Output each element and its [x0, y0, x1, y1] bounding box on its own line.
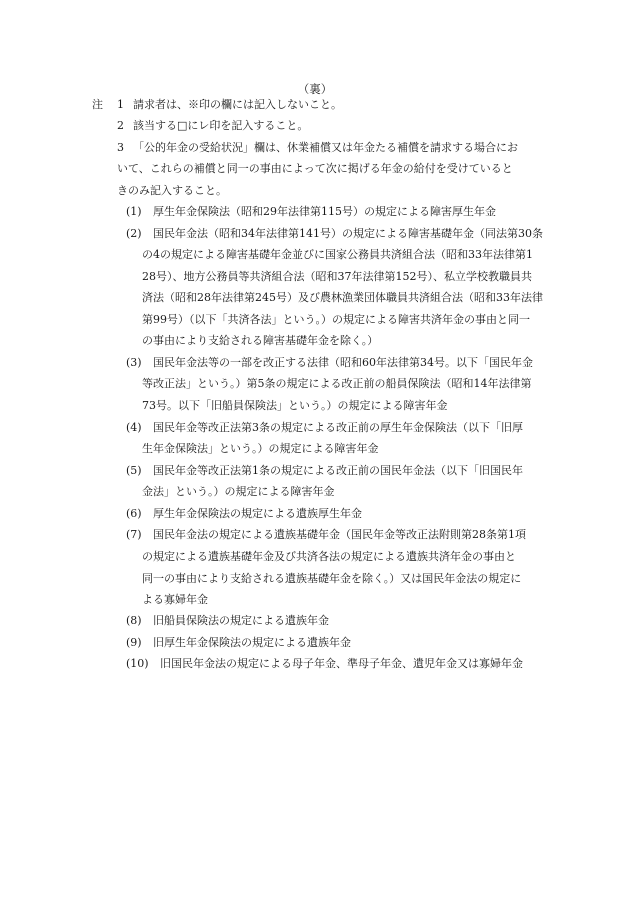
item-number: (10) — [126, 657, 149, 670]
note-text — [133, 137, 518, 159]
item-text-continued — [142, 438, 379, 460]
item-line: 等改正法」という。）第5条の規定による改正前の船員保険法（昭和14年法律第 — [142, 377, 532, 390]
item-text — [153, 352, 533, 374]
item-text — [153, 524, 526, 546]
item-number: (4) — [126, 421, 142, 434]
note-text-continued — [117, 158, 513, 201]
note-number: 3 — [117, 141, 124, 154]
item-line: 国民年金等改正法第3条の規定による改正前の厚生年金保険法（以下「旧厚 — [153, 421, 523, 434]
item-line: 国民年金法の規定による遺族基礎年金（国民年金等改正法附則第28条第1項 — [153, 528, 526, 541]
note-text — [133, 115, 308, 137]
item-text-continued — [142, 244, 543, 352]
item-number: (5) — [126, 464, 142, 477]
item-line: 旧国民年金法の規定による母子年金、準母子年金、遺児年金又は寡婦年金 — [160, 657, 523, 670]
item-line: 厚生年金保険法（昭和29年法律第115号）の規定による障害厚生年金 — [153, 205, 496, 218]
item-line: 第99号）（以下「共済各法」という。）の規定による障害共済年金の事由と同一 — [142, 312, 530, 326]
item-line: の事由により支給される障害基礎年金を除く。） — [142, 334, 379, 348]
note-line: いて、これらの補償と同一の事由によって次に掲げる年金の給付を受けていると — [117, 162, 513, 175]
item-number: (8) — [126, 614, 142, 627]
item-line: 28号）、地方公務員等共済組合法（昭和37年法律第152号）、私立学校教職員共 — [142, 269, 532, 283]
item-line: 厚生年金保険法の規定による遺族厚生年金 — [153, 507, 362, 520]
item-text-continued — [142, 481, 335, 503]
page-heading: （裏） — [297, 82, 333, 96]
note-number: 2 — [117, 119, 124, 132]
item-line: 国民年金法（昭和34年法律第141号）の規定による障害基礎年金（同法第30条 — [153, 227, 543, 240]
note-line: きのみ記入すること。 — [117, 183, 227, 197]
note-number: 1 — [117, 98, 124, 111]
item-line: 73号。以下「旧船員保険法」という。）の規定による障害年金 — [142, 398, 448, 412]
item-number: (6) — [126, 507, 142, 520]
item-text-continued — [142, 546, 521, 611]
item-line: 旧船員保険法の規定による遺族年金 — [153, 614, 329, 627]
item-number: (9) — [126, 636, 142, 649]
item-line: よる寡婦年金 — [142, 593, 208, 607]
item-line: の4の規定による障害基礎年金並びに国家公務員共済組合法（昭和33年法律第1 — [142, 248, 533, 261]
item-text — [153, 610, 329, 632]
item-number: (7) — [126, 528, 142, 541]
item-text-continued — [142, 373, 532, 416]
note-line: 請求者は、※印の欄には記入しないこと。 — [133, 98, 342, 111]
item-number: (2) — [126, 227, 142, 240]
item-line: 旧厚生年金保険法の規定による遺族年金 — [153, 636, 351, 649]
item-text — [153, 201, 496, 223]
item-number: (3) — [126, 356, 142, 369]
item-text — [160, 653, 523, 675]
item-line: 国民年金等改正法第1条の規定による改正前の国民年金法（以下「旧国民年 — [153, 464, 523, 477]
note-text — [133, 94, 342, 116]
item-text — [153, 417, 523, 439]
item-line: 同一の事由により支給される遺族基礎年金を除く。）又は国民年金法の規定に — [142, 571, 522, 585]
item-line: 国民年金法等の一部を改正する法律（昭和60年法律第34号。以下「国民年金 — [153, 356, 533, 369]
item-text — [153, 632, 351, 654]
item-text — [153, 223, 543, 245]
item-line: の規定による遺族基礎年金及び共済各法の規定による遺族共済年金の事由と — [142, 550, 516, 563]
item-text — [153, 503, 362, 525]
note-line: 「公的年金の受給状況」欄は、休業補償又は年金たる補償を請求する場合にお — [133, 141, 518, 154]
item-number: (1) — [126, 205, 142, 218]
item-text — [153, 460, 523, 482]
item-line: 済法（昭和28年法律第245号）及び農林漁業団体職員共済組合法（昭和33年法律 — [142, 291, 543, 305]
note-marker: 注 — [92, 98, 103, 111]
note-line: 該当する□にレ印を記入すること。 — [133, 119, 309, 132]
item-line: 金法」という。）の規定による障害年金 — [142, 485, 335, 498]
item-line: 生年金保険法」という。）の規定による障害年金 — [142, 442, 379, 455]
